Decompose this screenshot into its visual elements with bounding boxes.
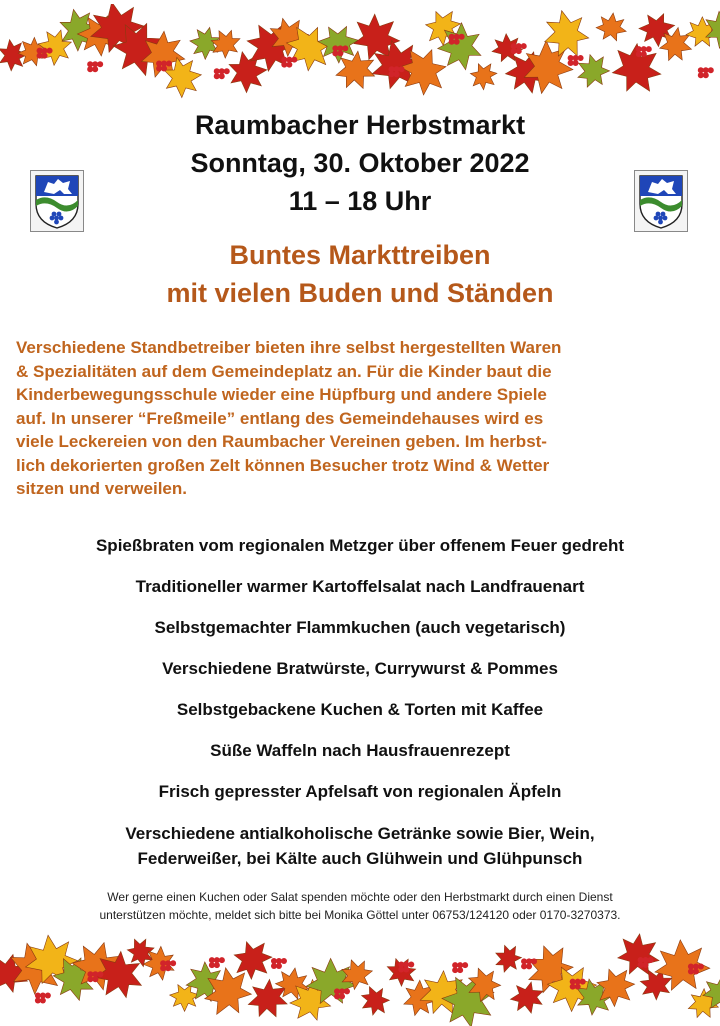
headline-line-2: mit vielen Buden und Ständen [166,278,554,308]
berry-icon [42,53,48,59]
berry-icon [693,968,699,974]
berry-icon [578,55,584,61]
contact-line-2: unterstützen möchte, meldet sich bitte bei Monika Göttel unter 06753/124120 oder 0170-3270373. [99,908,621,922]
berry-icon [276,963,282,969]
berry-icon [643,962,649,968]
event-title: Raumbacher Herbstmarkt [194,110,526,140]
offer-item: Süße Waffeln nach Hausfrauenrezept [210,741,510,760]
berry-icon [219,73,225,79]
intro-line: auf. In unserer “Freßmeile” entlang des Gemeindehauses wird es [16,408,544,428]
contact-note [0,888,720,924]
offer-item: Spießbraten vom regionalen Metzger über offenem Feuer gedreht [95,536,625,555]
berry-icon [648,957,654,963]
offer-item: Traditioneller warmer Kartoffelsalat nach Landfrauenart [135,577,585,596]
berry-icon [408,961,414,967]
event-header [0,106,720,220]
berry-icon [698,963,704,969]
berry-icon [165,965,171,971]
berry-icon [97,61,103,67]
event-date: Sonntag, 30. Oktober 2022 [190,148,530,178]
berry-icon [526,963,532,969]
berry-icon [459,34,465,40]
berry-icon [286,62,292,68]
berry-icon [281,958,287,964]
intro-line: Verschiedene Standbetreiber bieten ihre selbst hergestellten Waren [16,338,562,357]
headline-line-1: Buntes Markttreiben [229,240,491,270]
berry-icon [344,988,350,994]
berry-icon [708,67,714,73]
berry-icon [521,43,527,49]
berry-icon [339,993,345,999]
berry-icon [92,66,98,72]
leaf-icon [595,11,628,42]
intro-paragraph [16,336,706,501]
berry-icon [161,66,167,72]
berry-icon [291,57,297,63]
berry-icon [92,976,98,982]
berry-icon [45,993,51,999]
berry-icon [337,50,343,56]
berry-icon [403,966,409,972]
berry-icon [580,979,586,985]
offer-item: Selbstgebackene Kuchen & Torten mit Kaffee [176,700,544,719]
autumn-leaves-garland-bottom-icon [0,930,720,1026]
intro-line: & Spezialitäten auf dem Gemeindeplatz an. Für die Kinder baut die [16,361,552,381]
berry-icon [40,998,46,1004]
berry-icon [703,72,709,78]
contact-line-1: Wer gerne einen Kuchen oder Salat spenden möchte oder den Herbstmarkt durch einen Dienst [107,890,613,904]
event-time: 11 – 18 Uhr [288,186,432,216]
garland-top-svg [0,4,720,100]
intro-line: sitzen und verweilen. [16,479,187,498]
garland-bottom-svg [0,930,720,1026]
leaf-icon [170,985,200,1012]
drinks-line-2: Federweißer, bei Kälte auch Glühwein und Glühpunsch [137,849,583,868]
berry-icon [531,958,537,964]
berry-icon [646,46,652,52]
berry-icon [394,71,400,77]
offer-item: Verschiedene Bratwürste, Currywurst & Pommes [162,659,558,678]
berry-icon [342,45,348,51]
intro-line: viele Leckereien von den Raumbacher Vereinen geben. Im herbst- [16,432,547,451]
berry-icon [224,68,230,74]
intro-line: Kinderbewegungsschule wieder eine Hüpfburg und andere Spiele [16,385,547,404]
offer-item: Frisch gepresster Apfelsaft von regionalen Äpfeln [158,782,562,801]
offer-item-drinks [0,821,720,871]
leaf-icon [355,981,393,1021]
berry-icon [399,66,405,72]
berry-icon [575,984,581,990]
berry-icon [97,971,103,977]
leaf-icon [508,980,548,1018]
drinks-line-1: Verschiedene antialkoholische Getränke sowie Bier, Wein, [125,824,595,843]
berry-icon [214,962,220,968]
berry-icon [641,51,647,57]
berry-icon [166,61,172,67]
leaf-icon [604,33,672,100]
food-offer-list [0,534,720,889]
berry-icon [457,967,463,973]
berry-icon [516,48,522,54]
leaf-icon [490,940,525,976]
leaf-icon [465,58,502,96]
berry-icon [454,39,460,45]
market-headline [0,236,720,312]
berry-icon [219,957,225,963]
berry-icon [47,48,53,54]
intro-line: lich dekorierten großen Zelt können Besucher trotz Wind & Wetter [16,455,550,475]
autumn-leaves-garland-top-icon [0,4,720,100]
berry-icon [462,962,468,968]
offer-item: Selbstgemachter Flammkuchen (auch vegetarisch) [154,618,566,637]
berry-icon [170,960,176,966]
berry-icon [573,60,579,66]
